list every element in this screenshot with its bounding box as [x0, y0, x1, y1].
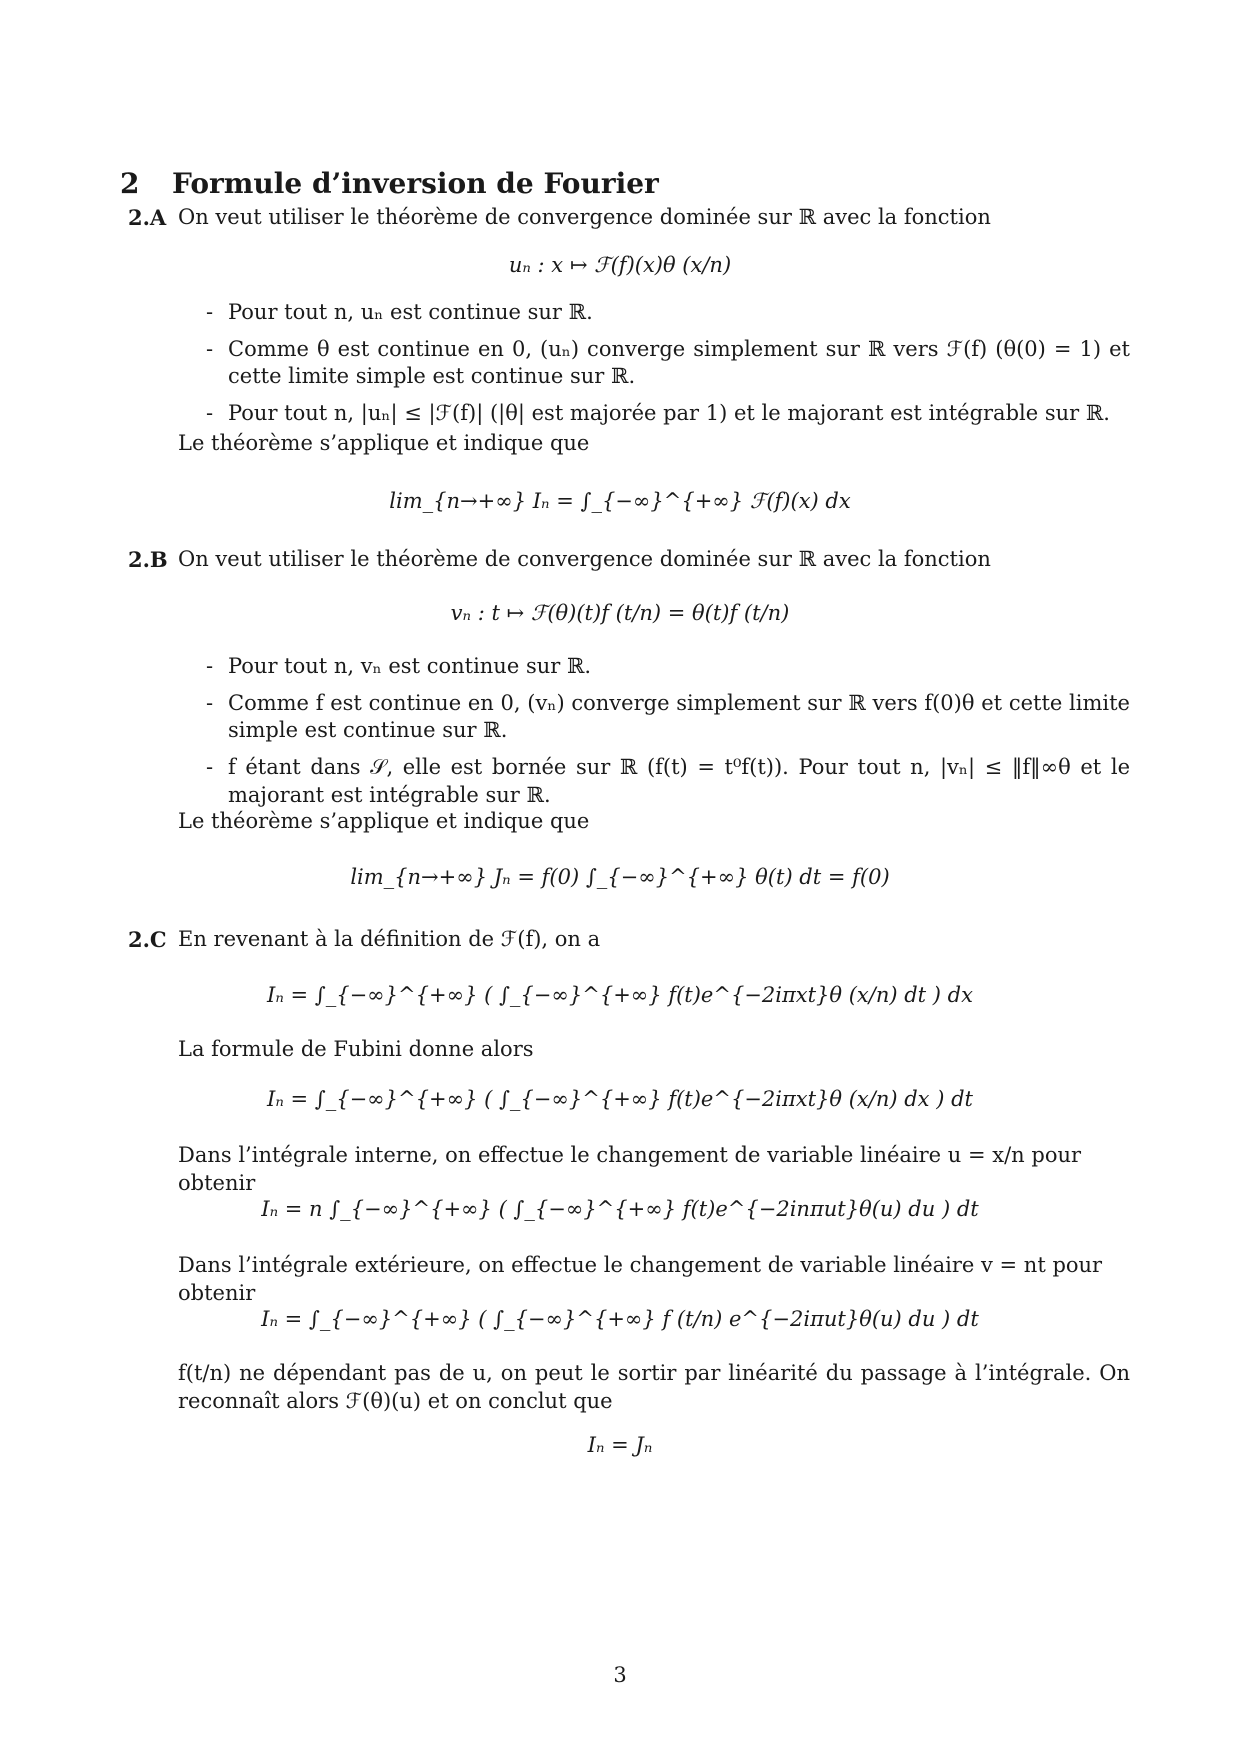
part-c-equation-4: Iₙ = ∫_{−∞}^{+∞} ( ∫_{−∞}^{+∞} f (t/n) e^{−2iπut}θ(u) du ) dt: [261, 1307, 979, 1331]
part-b-equation-limit: lim_{n→+∞} Jₙ = f(0) ∫_{−∞}^{+∞} θ(t) dt = f(0): [350, 865, 890, 889]
page-number: 3: [613, 1663, 627, 1687]
part-c-equation-1: Iₙ = ∫_{−∞}^{+∞} ( ∫_{−∞}^{+∞} f(t)e^{−2iπxt}θ (x/n) dt ) dx: [267, 983, 973, 1007]
part-b-intro: [128, 546, 1130, 574]
part-b-bullet-list: [178, 653, 1130, 819]
part-a-bullet-3: - Pour tout n, |uₙ| ≤ |ℱ(f)| (|θ| est majorée par 1) et le majorant est intégrable sur ℝ.: [178, 400, 1130, 428]
part-c-equation-final: Iₙ = Jₙ: [587, 1433, 653, 1457]
part-a-bullet-1: - Pour tout n, uₙ est continue sur ℝ.: [178, 299, 1130, 327]
part-b-bullet-1: - Pour tout n, vₙ est continue sur ℝ.: [178, 653, 1130, 681]
part-c-internal-change-text: Dans l’intégrale interne, on effectue le changement de variable linéaire u = x/n pour obtenir: [178, 1143, 1082, 1195]
section-heading: [120, 166, 659, 203]
section-title: Formule d’inversion de Fourier: [172, 167, 659, 200]
part-a-equation-limit: lim_{n→+∞} Iₙ = ∫_{−∞}^{+∞} ℱ(f)(x) dx: [389, 489, 851, 513]
section-number: 2: [120, 167, 140, 200]
part-c-equation-2: Iₙ = ∫_{−∞}^{+∞} ( ∫_{−∞}^{+∞} f(t)e^{−2iπxt}θ (x/n) dx ) dt: [267, 1087, 973, 1111]
part-b-intro-text: On veut utiliser le théorème de convergence dominée sur ℝ avec la fonction: [178, 547, 991, 571]
part-b-bullet-3: - f étant dans 𝒮, elle est bornée sur ℝ (f(t) = t⁰f(t)). Pour tout n, |vₙ| ≤ ‖f‖∞θ et le majorant est intégrable sur ℝ.: [178, 754, 1130, 809]
part-c-equation-3: Iₙ = n ∫_{−∞}^{+∞} ( ∫_{−∞}^{+∞} f(t)e^{−2inπut}θ(u) du ) dt: [261, 1197, 979, 1221]
part-b-equation-definition: vₙ : t ↦ ℱ(θ)(t)f (t/n) = θ(t)f (t/n): [450, 601, 790, 625]
part-a-label: 2.A: [128, 205, 167, 230]
part-b-bullet-2: - Comme f est continue en 0, (vₙ) converge simplement sur ℝ vers f(0)θ et cette limite simple est continue sur ℝ.: [178, 690, 1130, 745]
part-a-conclusion-intro: Le théorème s’applique et indique que: [178, 431, 590, 455]
part-c-intro-text: En revenant à la définition de ℱ(f), on a: [178, 927, 601, 951]
part-b-conclusion-intro: Le théorème s’applique et indique que: [178, 809, 590, 833]
part-a-intro: [128, 204, 1130, 232]
part-c-external-change-text: Dans l’intégrale extérieure, on effectue le changement de variable linéaire v = nt pour obtenir: [178, 1253, 1103, 1305]
part-a-intro-text: On veut utiliser le théorème de convergence dominée sur ℝ avec la fonction: [178, 205, 991, 229]
part-c-fubini-text: La formule de Fubini donne alors: [178, 1037, 534, 1061]
part-a-bullet-list: [178, 299, 1130, 437]
part-c-label: 2.C: [128, 927, 167, 952]
part-c-final-text: f(t/n) ne dépendant pas de u, on peut le sortir par linéarité du passage à l’intégrale. On reconnaît alors ℱ(θ)(u) et on conclut que: [178, 1361, 1130, 1413]
part-a-equation-definition: uₙ : x ↦ ℱ(f)(x)θ (x/n): [508, 253, 732, 277]
part-c-intro: [128, 926, 1130, 954]
part-b-label: 2.B: [128, 547, 168, 572]
part-a-bullet-2: - Comme θ est continue en 0, (uₙ) converge simplement sur ℝ vers ℱ(f) (θ(0) = 1) et cette limite simple est continue sur ℝ.: [178, 336, 1130, 391]
